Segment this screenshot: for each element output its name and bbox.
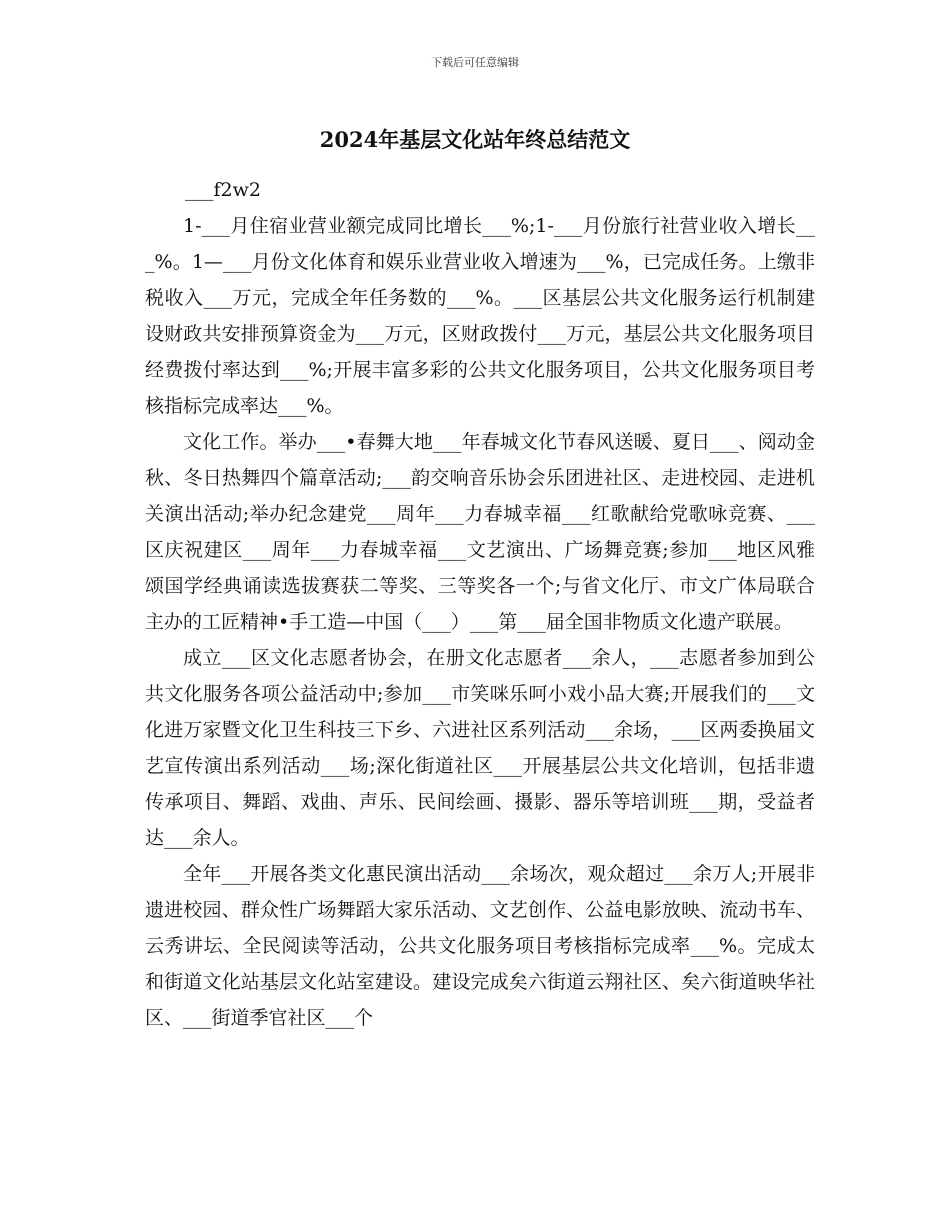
paragraph-1: 1-___月住宿业营业额完成同比增长___%;1-___月份旅行社营业收入增长___%。1—___月份文化体育和娱乐业营业收入增速为___%，已完成任务。上缴非税收入___万元，完成全年任务数的___%。___区基层公共文化服务运行机制建设财政共安排预算资金为___万元，区财政拨付___万元，基层公共文化服务项目经费拨付率达到___%;开展丰富多彩的公共文化服务项目，公共文化服务项目考核指标完成率达___%。 [145,215,815,417]
paragraph-2: 文化工作。举办___•春舞大地___年春城文化节春风送暖、夏日___、阅动金秋、冬日热舞四个篇章活动;___韵交响音乐协会乐团进社区、走进校园、走进机关演出活动;举办纪念建党___周年___力春城幸福___红歌献给党歌咏竞赛、___区庆祝建区___周年___力春城幸福___文艺演出、广场舞竞赛;参加___地区风雅颂国学经典诵读选拔赛获二等奖、三等奖各一个;与省文化厅、市文广体局联合主办的工匠精神•手工造—中国（___）___第___届全国非物质文化遗产联展。 [145,431,815,633]
header-note: 下载后可任意编辑 [431,56,519,69]
document-title: 2024年基层文化站年终总结范文 [319,127,631,152]
document-code: ___f2w2 [185,179,261,201]
paragraph-4: 全年___开展各类文化惠民演出活动___余场次，观众超过___余万人;开展非遗进校园、群众性广场舞蹈大家乐活动、文艺创作、公益电影放映、流动书车、云秀讲坛、全民阅读等活动，公共文化服务项目考核指标完成率___%。完成太和街道文化站基层文化站室建设。建设完成矣六街道云翔社区、矣六街道映华社区、___街道季官社区___个 [145,863,815,1029]
paragraph-3: 成立___区文化志愿者协会，在册文化志愿者___余人，___志愿者参加到公共文化服务各项公益活动中;参加___市笑咪乐呵小戏小品大赛;开展我们的___文化进万家暨文化卫生科技三下乡、六进社区系列活动___余场，___区两委换届文艺宣传演出系列活动___场;深化街道社区___开展基层公共文化培训，包括非遗传承项目、舞蹈、戏曲、声乐、民间绘画、摄影、器乐等培训班___期，受益者达___余人。 [145,647,815,849]
document-body [145,172,815,1036]
